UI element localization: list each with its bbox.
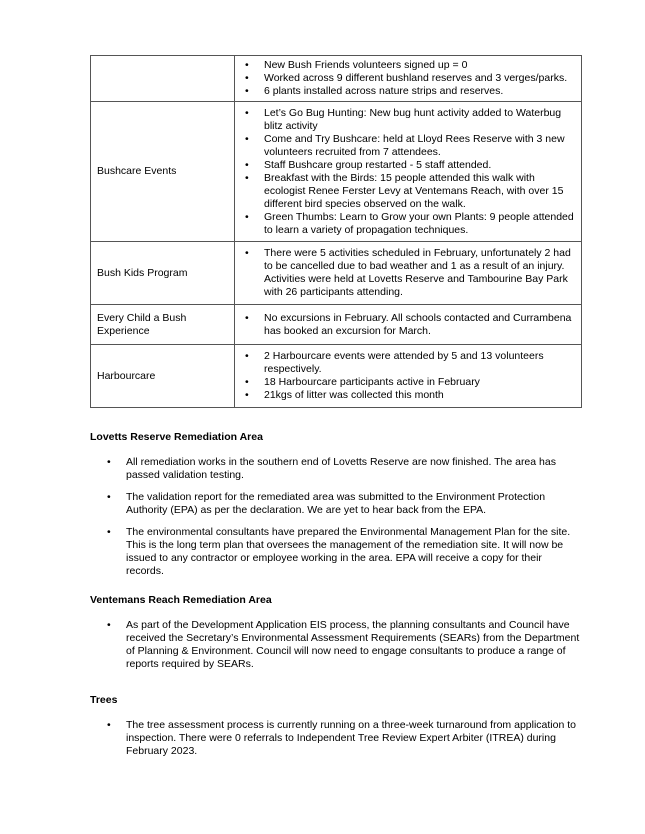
list-item: • New Bush Friends volunteers signed up = 0 [264,59,575,72]
row-bullet-list [239,312,575,338]
row-label: Every Child a Bush Experience [91,305,235,345]
row-bullet-list [239,350,575,402]
section-bullet-list [90,619,582,671]
section-bullet-list [90,719,582,758]
list-item: • No excursions in February. All schools contacted and Currambena has booked an excursion for March. [264,312,575,338]
row-label [91,56,235,102]
table-row [91,242,582,305]
list-item: • There were 5 activities scheduled in February, unfortunately 2 had to be cancelled due to bad weather and 1 as a result of an injury. Activities were held at Lovetts Reserve and Tambourine Bay Park with 26 participants attending. [264,247,575,299]
list-item: • The tree assessment process is currently running on a three-week turnaround from application to inspection. There were 0 referrals to Independent Tree Review Expert Arbiter (ITREA) during February 2023. [126,719,582,758]
row-bullet-list [239,247,575,299]
list-item: • Let’s Go Bug Hunting: New bug hunt activity added to Waterbug blitz activity [264,107,575,133]
row-label: Bush Kids Program [91,242,235,305]
row-content [235,345,582,408]
list-item: • As part of the Development Application EIS process, the planning consultants and Council have received the Secretary’s Environmental Assessment Requirements (SEARs) from the Department of Planning & Environment. Council will now need to engage consultants to produce a range of reports required by SEARs. [126,619,582,671]
list-item: • Green Thumbs: Learn to Grow your own Plants: 9 people attended to learn a variety of propagation techniques. [264,211,575,237]
list-item: • 21kgs of litter was collected this month [264,389,575,402]
row-content [235,102,582,242]
list-item: • 18 Harbourcare participants active in February [264,376,575,389]
list-item: • Come and Try Bushcare: held at Lloyd Rees Reserve with 3 new volunteers recruited from 7 attendees. [264,133,575,159]
row-content [235,242,582,305]
table-row [91,102,582,242]
section-heading: Trees [90,694,118,706]
row-bullet-list [239,107,575,237]
list-item: • Worked across 9 different bushland reserves and 3 verges/parks. [264,72,575,85]
row-content [235,56,582,102]
list-item: • All remediation works in the southern end of Lovetts Reserve are now finished. The area has passed validation testing. [126,456,582,482]
section-heading: Ventemans Reach Remediation Area [90,594,272,606]
row-label: Harbourcare [91,345,235,408]
table-row [91,345,582,408]
list-item: • Breakfast with the Birds: 15 people attended this walk with ecologist Renee Ferster Levy at Ventemans Reach, with over 15 different bird species observed on the walk. [264,172,575,211]
table-row [91,305,582,345]
section-bullet-list [90,456,582,578]
trees-section [90,694,582,767]
row-content [235,305,582,345]
section-heading: Lovetts Reserve Remediation Area [90,431,263,443]
list-item: • The validation report for the remediated area was submitted to the Environment Protection Authority (EPA) as per the declaration. We are yet to hear back from the EPA. [126,491,582,517]
programs-table [90,55,582,408]
lovetts-section [90,431,582,587]
list-item: • The environmental consultants have prepared the Environmental Management Plan for the site. This is the long term plan that oversees the management of the remediation site. It will now be issued to any contractor or employee working in the area. EPA will receive a copy for their records. [126,526,582,578]
list-item: • 2 Harbourcare events were attended by 5 and 13 volunteers respectively. [264,350,575,376]
list-item: • Staff Bushcare group restarted - 5 staff attended. [264,159,575,172]
table-row [91,56,582,102]
row-label: Bushcare Events [91,102,235,242]
ventemans-section [90,594,582,680]
list-item: • 6 plants installed across nature strips and reserves. [264,85,575,98]
row-bullet-list [239,59,575,98]
